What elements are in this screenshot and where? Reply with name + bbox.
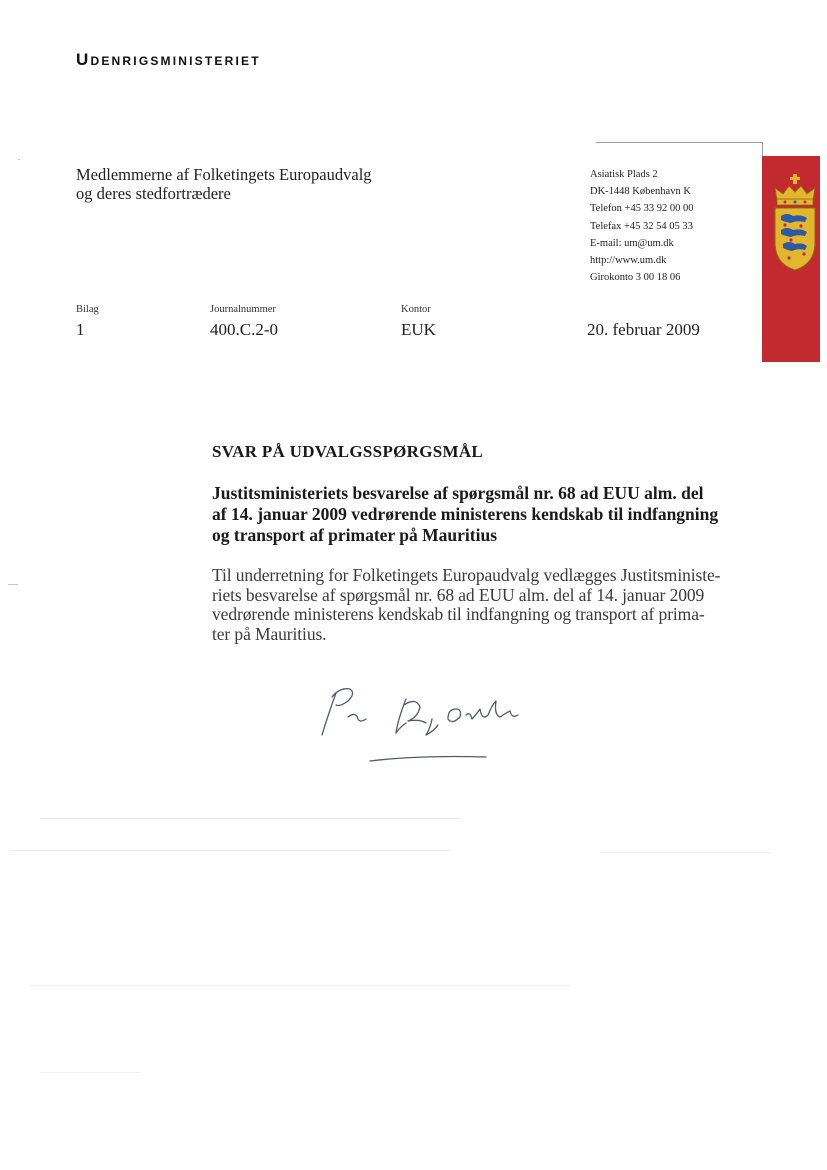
address-street: Asiatisk Plads 2 — [590, 169, 658, 180]
scan-speck — [30, 985, 570, 986]
scan-speck — [10, 850, 450, 851]
body-line: ter på Mauritius. — [212, 623, 327, 644]
journal-label: Journalnummer — [210, 304, 276, 315]
letter-subject: SVAR PÅ UDVALGSSPØRGSMÅL — [212, 442, 484, 461]
kontor-value: EUK — [401, 320, 436, 339]
journal-value: 400.C.2-0 — [210, 320, 278, 339]
recipient-block — [76, 165, 372, 203]
ministry-name: Udenrigsministeriet — [76, 50, 261, 69]
address-email: E-mail: um@um.dk — [590, 237, 674, 249]
scan-speck — [40, 818, 460, 819]
bilag-label: Bilag — [76, 304, 99, 315]
body-line: Til underretning for Folketingets Europaudvalg vedlægges Justitsministe- — [212, 565, 721, 585]
address-city: DK-1448 København K — [590, 186, 691, 198]
address-web: http://www.um.dk — [590, 255, 667, 267]
crest-icon — [771, 172, 819, 272]
subtitle-line: og transport af primater på Mauritius — [212, 525, 497, 545]
sender-address — [590, 166, 693, 286]
signature-icon — [310, 675, 540, 775]
subtitle-line: af 14. januar 2009 vedrørende ministerens kendskab til indfangning — [212, 504, 719, 524]
address-giro: Girokonto 3 00 18 06 — [590, 272, 681, 284]
body-line: vedrørende ministerens kendskab til indfangning og transport af prima- — [212, 604, 705, 624]
address-phone: Telefon +45 33 92 00 00 — [590, 203, 694, 215]
scan-speck — [600, 852, 770, 853]
letter-body — [212, 566, 727, 644]
subtitle-line: Justitsministeriets besvarelse af spørgsmål nr. 68 ad EUU alm. del — [212, 483, 704, 503]
scan-speck — [40, 1072, 140, 1073]
letter-subtitle — [212, 483, 727, 546]
body-line: riets besvarelse af spørgsmål nr. 68 ad EUU alm. del af 14. januar 2009 — [212, 584, 705, 605]
address-fax: Telefax +45 32 54 05 33 — [590, 220, 693, 232]
scan-speck — [18, 159, 20, 160]
header-rule — [596, 142, 762, 143]
scan-speck — [8, 584, 18, 585]
kontor-label: Kontor — [401, 304, 431, 315]
bilag-value: 1 — [76, 320, 85, 339]
letter-date: 20. februar 2009 — [587, 320, 700, 339]
recipient-line-2: og deres stedfortrædere — [76, 184, 231, 203]
recipient-line-1: Medlemmerne af Folketingets Europaudvalg — [76, 165, 372, 184]
